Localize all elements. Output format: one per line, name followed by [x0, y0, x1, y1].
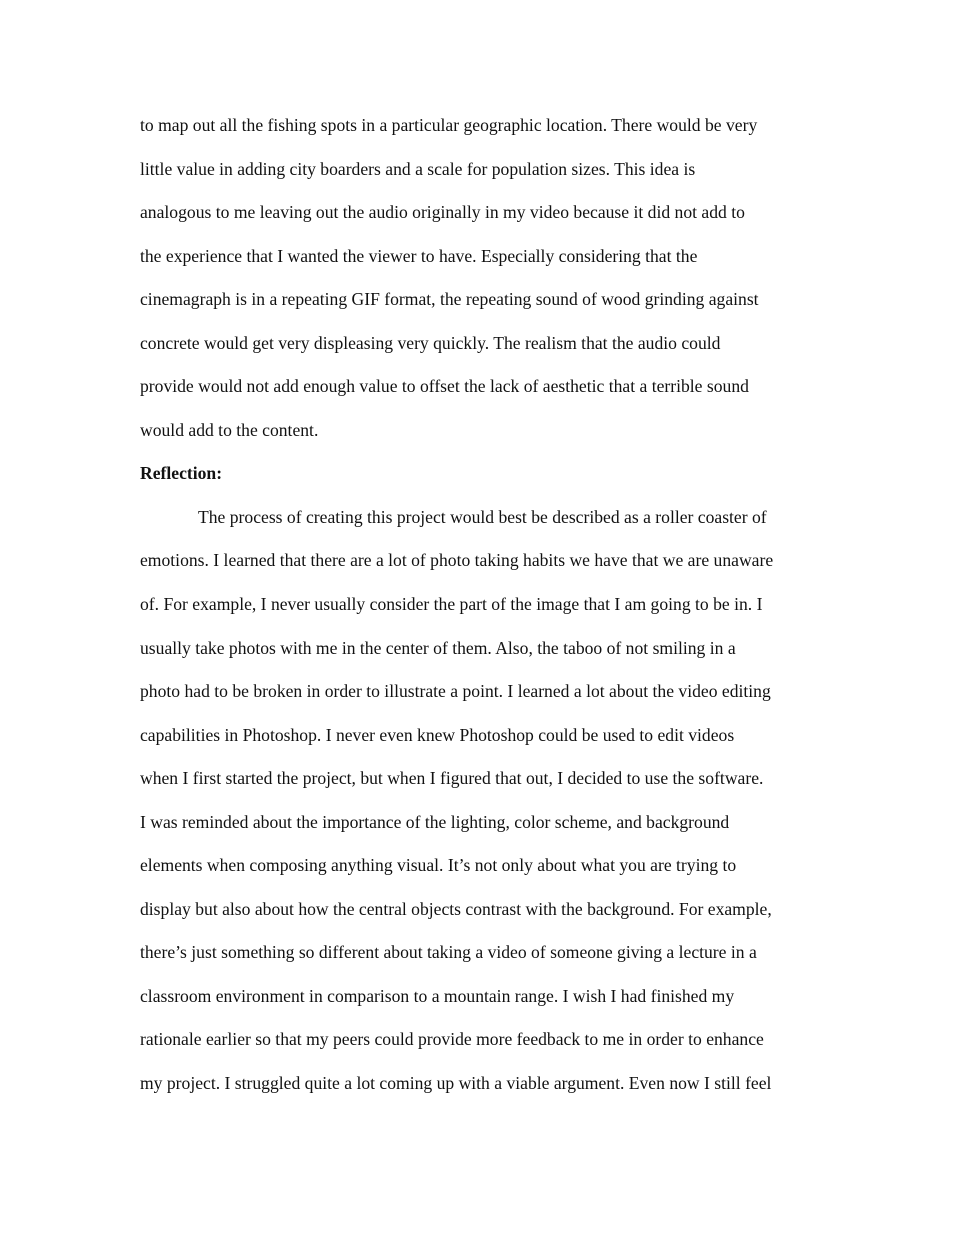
paragraph-line: rationale earlier so that my peers could provide more feedback to me in order to enhance	[140, 1029, 764, 1050]
paragraph-line: usually take photos with me in the center of them. Also, the taboo of not smiling in a	[140, 637, 736, 658]
paragraph-line: of. For example, I never usually consider the part of the image that I am going to be in. I	[140, 594, 763, 615]
paragraph-line: photo had to be broken in order to illustrate a point. I learned a lot about the video editing	[140, 681, 771, 702]
paragraph-first-line: The process of creating this project would best be described as a roller coaster of	[198, 506, 767, 527]
paragraph-line: when I first started the project, but when I figured that out, I decided to use the software.	[140, 768, 764, 789]
paragraph-line: concrete would get very displeasing very quickly. The realism that the audio could	[140, 332, 721, 353]
paragraph-line: cinemagraph is in a repeating GIF format, the repeating sound of wood grinding against	[140, 289, 759, 310]
paragraph-line: classroom environment in comparison to a mountain range. I wish I had finished my	[140, 985, 735, 1006]
paragraph-line: there’s just something so different about taking a video of someone giving a lecture in a	[140, 942, 757, 963]
paragraph-line: the experience that I wanted the viewer to have. Especially considering that the	[140, 245, 698, 266]
paragraph-line: to map out all the fishing spots in a particular geographic location. There would be very	[140, 115, 758, 135]
section-heading-reflection: Reflection:	[140, 463, 223, 484]
paragraph-line: capabilities in Photoshop. I never even knew Photoshop could be used to edit videos	[140, 724, 735, 745]
document-body	[140, 111, 840, 1113]
paragraph-line: elements when composing anything visual. It’s not only about what you are trying to	[140, 855, 737, 876]
paragraph-line: emotions. I learned that there are a lot of photo taking habits we have that we are unaware	[140, 550, 774, 571]
paragraph-line: would add to the content.	[140, 419, 319, 440]
paragraph-line: I was reminded about the importance of the lighting, color scheme, and background	[140, 811, 730, 832]
paragraph-line: display but also about how the central objects contrast with the background. For example,	[140, 898, 772, 919]
paragraph-line: analogous to me leaving out the audio originally in my video because it did not add to	[140, 202, 745, 223]
paragraph-line: little value in adding city boarders and a scale for population sizes. This idea is	[140, 158, 696, 179]
paragraph-line: my project. I struggled quite a lot coming up with a viable argument. Even now I still feel	[140, 1073, 772, 1094]
paragraph-line: provide would not add enough value to offset the lack of aesthetic that a terrible sound	[140, 376, 749, 397]
